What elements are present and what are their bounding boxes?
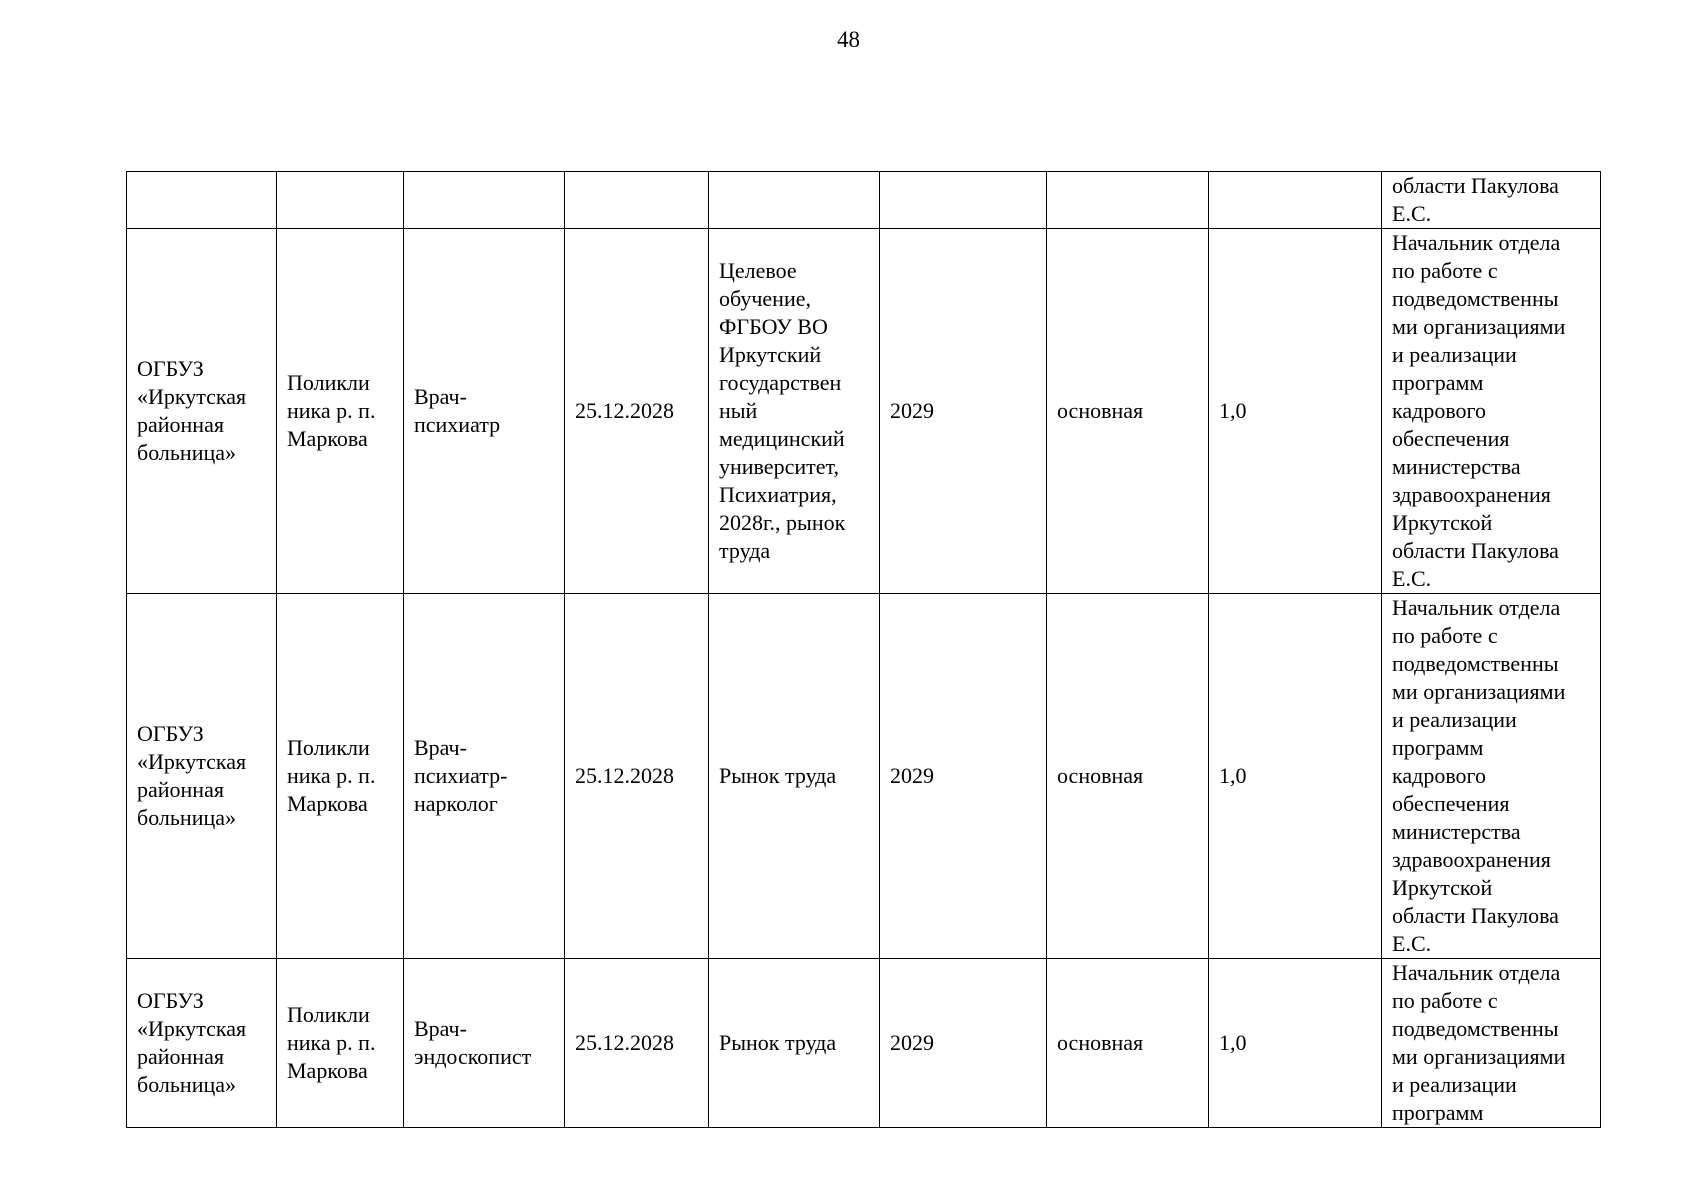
cell-position: Врач- психиатр <box>404 229 565 594</box>
cell-unit: Поликли ника р. п. Маркова <box>277 959 404 1128</box>
cell-year: 2029 <box>880 959 1047 1128</box>
cell-responsible: Начальник отдела по работе с подведомственны ми организациями и реализации программ кадрового обеспечения министерства здравоохранения Иркутской области Пакулова Е.С. <box>1382 229 1601 594</box>
cell-position <box>404 172 565 229</box>
cell-responsible: Начальник отдела по работе с подведомственны ми организациями и реализации программ кадрового обеспечения министерства здравоохранения Иркутской области Пакулова Е.С. <box>1382 594 1601 959</box>
cell-source <box>709 172 880 229</box>
cell-type: основная <box>1047 594 1209 959</box>
cell-date: 25.12.2028 <box>565 229 709 594</box>
cell-date: 25.12.2028 <box>565 959 709 1128</box>
cell-organization <box>127 172 277 229</box>
cell-rate <box>1209 172 1382 229</box>
cell-date: 25.12.2028 <box>565 594 709 959</box>
cell-rate: 1,0 <box>1209 229 1382 594</box>
cell-unit: Поликли ника р. п. Маркова <box>277 594 404 959</box>
cell-organization: ОГБУЗ «Иркутская районная больница» <box>127 229 277 594</box>
cell-organization: ОГБУЗ «Иркутская районная больница» <box>127 594 277 959</box>
cell-responsible: Начальник отдела по работе с подведомственны ми организациями и реализации программ <box>1382 959 1601 1128</box>
staffing-table <box>126 171 1601 1128</box>
cell-organization: ОГБУЗ «Иркутская районная больница» <box>127 959 277 1128</box>
cell-source: Целевое обучение, ФГБОУ ВО Иркутский государствен ный медицинский университет, Психиатрия, 2028г., рынок труда <box>709 229 880 594</box>
cell-source: Рынок труда <box>709 594 880 959</box>
table-row <box>127 229 1601 594</box>
cell-responsible: области Пакулова Е.С. <box>1382 172 1601 229</box>
cell-position: Врач- психиатр- нарколог <box>404 594 565 959</box>
table-row <box>127 172 1601 229</box>
cell-position: Врач- эндоскопист <box>404 959 565 1128</box>
cell-type: основная <box>1047 229 1209 594</box>
cell-type <box>1047 172 1209 229</box>
cell-year: 2029 <box>880 594 1047 959</box>
cell-rate: 1,0 <box>1209 594 1382 959</box>
cell-type: основная <box>1047 959 1209 1128</box>
page-number: 48 <box>837 27 860 52</box>
table-row <box>127 594 1601 959</box>
cell-date <box>565 172 709 229</box>
table-row <box>127 959 1601 1128</box>
cell-year <box>880 172 1047 229</box>
cell-source: Рынок труда <box>709 959 880 1128</box>
cell-unit: Поликли ника р. п. Маркова <box>277 229 404 594</box>
cell-year: 2029 <box>880 229 1047 594</box>
cell-rate: 1,0 <box>1209 959 1382 1128</box>
cell-unit <box>277 172 404 229</box>
